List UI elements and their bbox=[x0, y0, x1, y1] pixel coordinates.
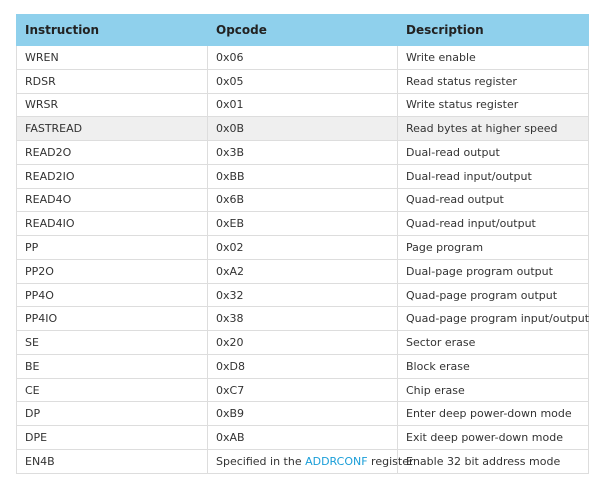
description-cell: Enter deep power-down mode bbox=[398, 402, 589, 426]
description-cell: Quad-page program output bbox=[398, 283, 589, 307]
instruction-cell: READ2O bbox=[17, 141, 208, 165]
opcode-cell: 0xD8 bbox=[208, 354, 398, 378]
opcode-cell: 0x0B bbox=[208, 117, 398, 141]
instruction-cell: PP bbox=[17, 236, 208, 260]
opcode-cell: 0xA2 bbox=[208, 259, 398, 283]
opcode-suffix-text: register bbox=[367, 454, 414, 468]
opcode-cell bbox=[208, 450, 414, 474]
instruction-cell: EN4B bbox=[17, 450, 208, 474]
opcode-cell: 0xAB bbox=[208, 426, 398, 450]
description-cell: Quad-read output bbox=[398, 188, 589, 212]
opcode-cell: 0x02 bbox=[208, 236, 398, 260]
description-cell: Quad-read input/output bbox=[398, 212, 589, 236]
opcode-cell: 0x20 bbox=[208, 331, 398, 355]
table-row bbox=[17, 378, 589, 402]
table-row bbox=[17, 402, 589, 426]
table-row bbox=[17, 236, 589, 260]
description-cell: Read bytes at higher speed bbox=[398, 117, 589, 141]
description-cell: Block erase bbox=[398, 354, 589, 378]
description-cell: Dual-read input/output bbox=[398, 164, 589, 188]
description-cell: Page program bbox=[398, 236, 589, 260]
opcode-prefix-text: Specified in the bbox=[216, 454, 306, 468]
description-cell: Quad-page program input/output bbox=[398, 307, 589, 331]
table-row-highlighted bbox=[17, 117, 589, 141]
instruction-cell: BE bbox=[17, 354, 208, 378]
opcode-cell: 0x32 bbox=[208, 283, 398, 307]
description-cell: Enable 32 bit address mode bbox=[398, 450, 589, 474]
instruction-cell: RDSR bbox=[17, 69, 208, 93]
table-row bbox=[17, 307, 589, 331]
description-cell: Write status register bbox=[398, 93, 589, 117]
opcode-cell: 0xB9 bbox=[208, 402, 398, 426]
table-row bbox=[17, 259, 589, 283]
table-row bbox=[17, 141, 589, 165]
instruction-cell: DPE bbox=[17, 426, 208, 450]
table-row bbox=[17, 331, 589, 355]
header-opcode: Opcode bbox=[208, 15, 398, 46]
description-cell: Chip erase bbox=[398, 378, 589, 402]
opcode-cell: 0x38 bbox=[208, 307, 398, 331]
opcode-cell: 0x01 bbox=[208, 93, 398, 117]
opcode-cell: 0xEB bbox=[208, 212, 398, 236]
description-cell: Write enable bbox=[398, 46, 589, 70]
addrconf-register-link[interactable]: ADDRCONF bbox=[305, 454, 368, 468]
table-row bbox=[17, 69, 589, 93]
description-cell: Dual-page program output bbox=[398, 259, 589, 283]
instruction-cell: SE bbox=[17, 331, 208, 355]
instruction-cell: WRSR bbox=[17, 93, 208, 117]
table-row bbox=[17, 46, 589, 70]
opcode-cell: 0xC7 bbox=[208, 378, 398, 402]
description-cell: Sector erase bbox=[398, 331, 589, 355]
opcode-cell: 0x6B bbox=[208, 188, 398, 212]
instruction-cell: READ4IO bbox=[17, 212, 208, 236]
description-cell: Dual-read output bbox=[398, 141, 589, 165]
instruction-cell: PP4IO bbox=[17, 307, 208, 331]
description-cell: Read status register bbox=[398, 69, 589, 93]
instruction-cell: CE bbox=[17, 378, 208, 402]
instruction-cell: DP bbox=[17, 402, 208, 426]
table-row bbox=[17, 164, 589, 188]
instruction-cell: PP4O bbox=[17, 283, 208, 307]
instruction-cell: READ2IO bbox=[17, 164, 208, 188]
instruction-cell: READ4O bbox=[17, 188, 208, 212]
table-row bbox=[17, 426, 589, 450]
opcode-cell: 0xBB bbox=[208, 164, 398, 188]
header-instruction: Instruction bbox=[17, 15, 208, 46]
description-cell: Exit deep power-down mode bbox=[398, 426, 589, 450]
opcode-cell: 0x05 bbox=[208, 69, 398, 93]
instruction-cell: FASTREAD bbox=[17, 117, 208, 141]
table-header bbox=[17, 15, 589, 46]
table-row bbox=[17, 354, 589, 378]
table-row bbox=[17, 212, 589, 236]
instruction-cell: WREN bbox=[17, 46, 208, 70]
opcode-cell: 0x06 bbox=[208, 46, 398, 70]
table-row bbox=[17, 188, 589, 212]
opcode-cell: 0x3B bbox=[208, 141, 398, 165]
opcode-table bbox=[16, 14, 589, 474]
instruction-cell: PP2O bbox=[17, 259, 208, 283]
table-row bbox=[17, 93, 589, 117]
table-row bbox=[17, 283, 589, 307]
table-body bbox=[17, 46, 589, 474]
header-description: Description bbox=[398, 15, 589, 46]
table-row bbox=[17, 450, 589, 474]
header-row bbox=[17, 15, 589, 46]
